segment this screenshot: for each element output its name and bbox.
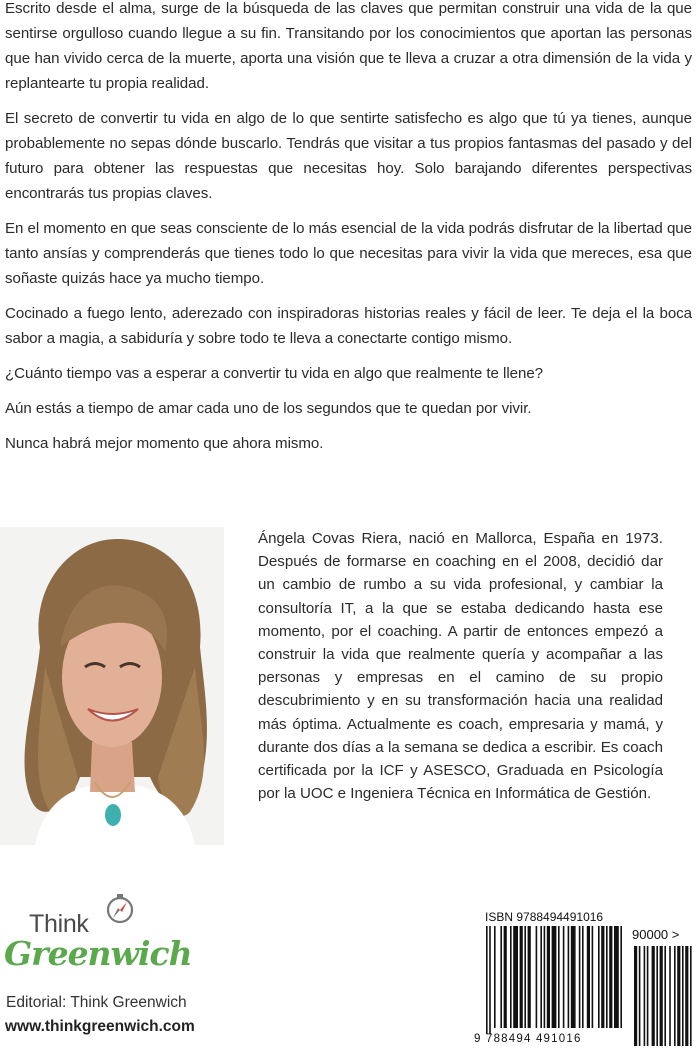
isbn-barcode: [474, 910, 700, 1049]
blurb-paragraph: Aún estás a tiempo de amar cada uno de los segundos que te quedan por vivir.: [5, 400, 532, 417]
back-cover-blurb: [5, 0, 692, 456]
author-photo: [0, 527, 224, 845]
publisher-logo: [4, 892, 192, 977]
isbn-digits: 9 788494 491016: [474, 1033, 582, 1045]
editorial-label: Editorial: Think Greenwich: [6, 994, 187, 1011]
blurb-paragraph: El secreto de convertir tu vida en algo de lo que sentirte satisfecho es algo que tú ya tienes, aunque probablemente no sepas dónde buscarlo. Tendrás que visitar a tus propios fantasmas del pasado y del futuro para obtener las respuestas que necesitas hoy. Solo barajando diferentes perspectivas encontrarás tus propias claves.: [5, 110, 692, 202]
isbn-label: ISBN 9788494491016: [485, 910, 604, 924]
author-bio: Ángela Covas Riera, nació en Mallorca, España en 1973. Después de formarse en coaching en el 2008, decidió dar un cambio de rumbo a su vida profesional, y cambiar la consultoría IT, a la que se estaba dedicando hasta ese momento, por el coaching. A partir de entonces empezó a construir la vida que realmente quería y acompañar a las personas y empresas en el camino de su propio descubrimiento y en su transformación hacia una realidad más óptima. Actualmente es coach, empresaria y mamá, y durante dos días a la semana se dedica a escribir. Es coach certificada por la ICF y ASESCO, Graduada en Psicología por la UOC e Ingeniera Técnica en Informática de Gestión.: [258, 530, 663, 803]
blurb-paragraph: ¿Cuánto tiempo vas a esperar a convertir tu vida en algo que realmente te llene?: [5, 365, 544, 382]
blurb-paragraph: Escrito desde el alma, surge de la búsqueda de las claves que permitan construir una vida de la que sentirse orgulloso cuando llegue a su fin. Transitando por los conocimientos que aportan las personas que han vivido cerca de la muerte, aporta una visión que te lleva a cruzar a otra dimensión de la vida y replantearte tu propia realidad.: [5, 0, 692, 92]
blurb-paragraph: Cocinado a fuego lento, aderezado con inspiradoras historias reales y fácil de leer. Te deja el la boca sabor a magia, a sabiduría y sobre todo te lleva a conectarte contigo mismo.: [5, 305, 692, 347]
publisher-website[interactable]: www.thinkgreenwich.com: [5, 1018, 195, 1035]
blurb-paragraph: Nunca habrá mejor momento que ahora mismo.: [5, 435, 324, 452]
author-portrait: [0, 527, 224, 845]
logo-think-text: Think: [29, 910, 89, 938]
price-code-label: 90000 >: [632, 927, 680, 942]
compass-icon: [103, 892, 137, 926]
logo-greenwich-text: Greenwich: [4, 934, 192, 973]
barcode-bars: [474, 910, 700, 1049]
blurb-paragraph: En el momento en que seas consciente de lo más esencial de la vida podrás disfrutar de la libertad que tanto ansías y comprenderás que tienes todo lo que necesitas para vivir la vida que mereces, esa que soñaste quizás hace ya mucho tiempo.: [5, 220, 692, 287]
